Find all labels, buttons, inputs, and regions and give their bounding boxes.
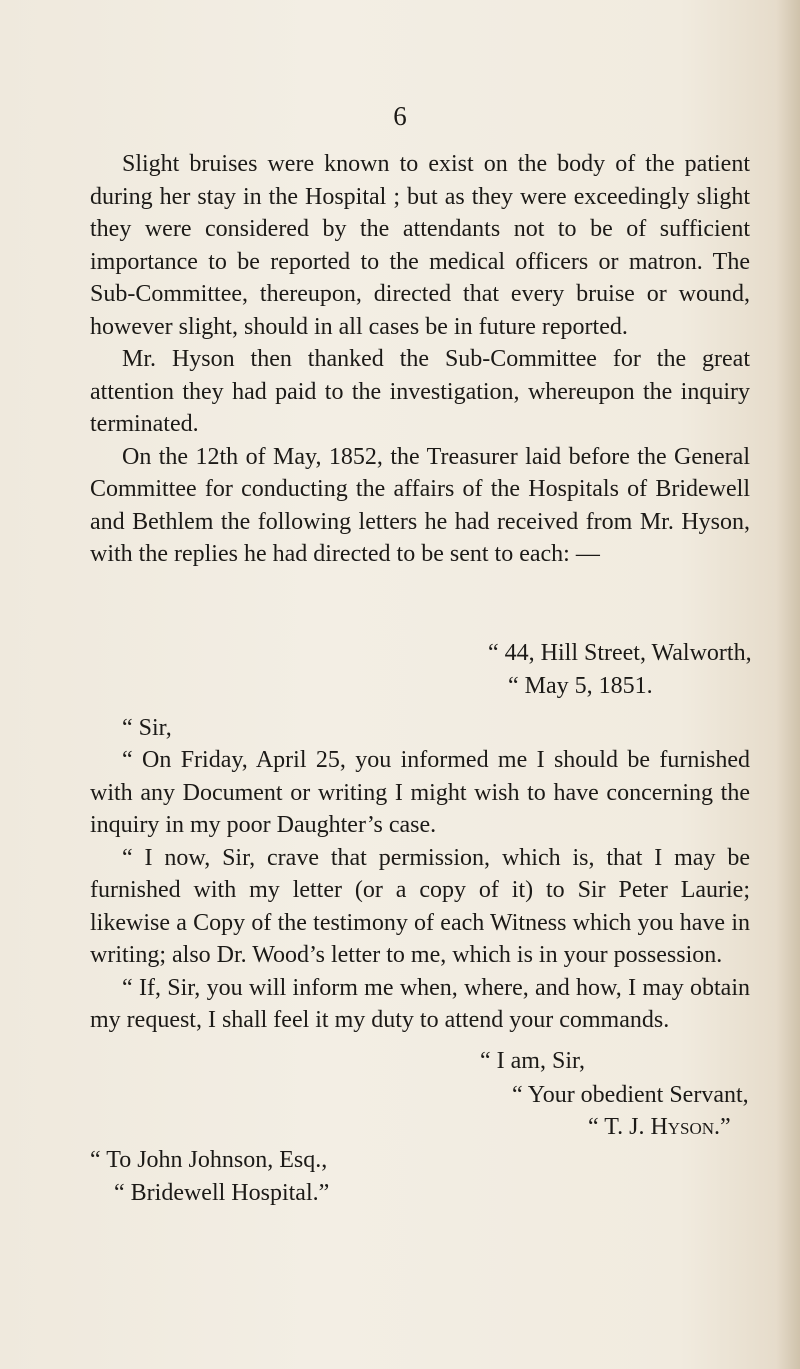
paragraph: Mr. Hyson then thanked the Sub-Committee for the great attention they had paid to the investigation, whereupon the inquiry terminated.	[90, 346, 750, 437]
letter-closing: “ I am, Sir,	[480, 1048, 586, 1074]
letter-paragraph: “ I now, Sir, crave that permission, which is, that I may be furnished with my letter (or a copy of it) to Sir Peter Laurie; likewise a Copy of the testimony of each Witness which you have in writing; also Dr. Wood’s letter to me, which is in your possession.	[90, 844, 750, 968]
letter-closing: “ Your obedient Servant,	[512, 1082, 749, 1108]
letter-recipient: “ To John Johnson, Esq.,	[90, 1147, 328, 1173]
letter-paragraph: “ If, Sir, you will inform me when, where, and how, I may obtain my request, I shall feel it my duty to attend your commands.	[90, 974, 750, 1033]
letter-recipient-address: “ Bridewell Hospital.”	[114, 1180, 330, 1206]
letter-date: “ May 5, 1851.	[508, 673, 653, 699]
paragraph: On the 12th of May, 1852, the Treasurer laid before the General Committee for conducting the affairs of the Hospitals of Bridewell and Bethlem the following letters he had received from Mr. Hyson, with the replies he had directed to be sent to each: —	[90, 443, 750, 567]
letter-signature: “ T. J. Hyson.”	[588, 1114, 731, 1140]
letter-body	[90, 744, 750, 1037]
body-text	[90, 148, 750, 571]
letter-paragraph: “ On Friday, April 25, you informed me I should be furnished with any Document or writing I might wish to have concerning the inquiry in my poor Daughter’s case.	[90, 747, 750, 838]
page-number: 6	[393, 101, 407, 131]
letter-salutation: “ Sir,	[122, 715, 172, 741]
paragraph: Slight bruises were known to exist on the body of the patient during her stay in the Hospital ; but as they were exceedingly slight they were considered by the attendants not to be of sufficient importance to be reported to the medical officers or matron. The Sub-Committee, thereupon, directed that every bruise or wound, however slight, should in all cases be in future reported.	[90, 151, 750, 340]
letter-address: “ 44, Hill Street, Walworth,	[488, 640, 752, 666]
